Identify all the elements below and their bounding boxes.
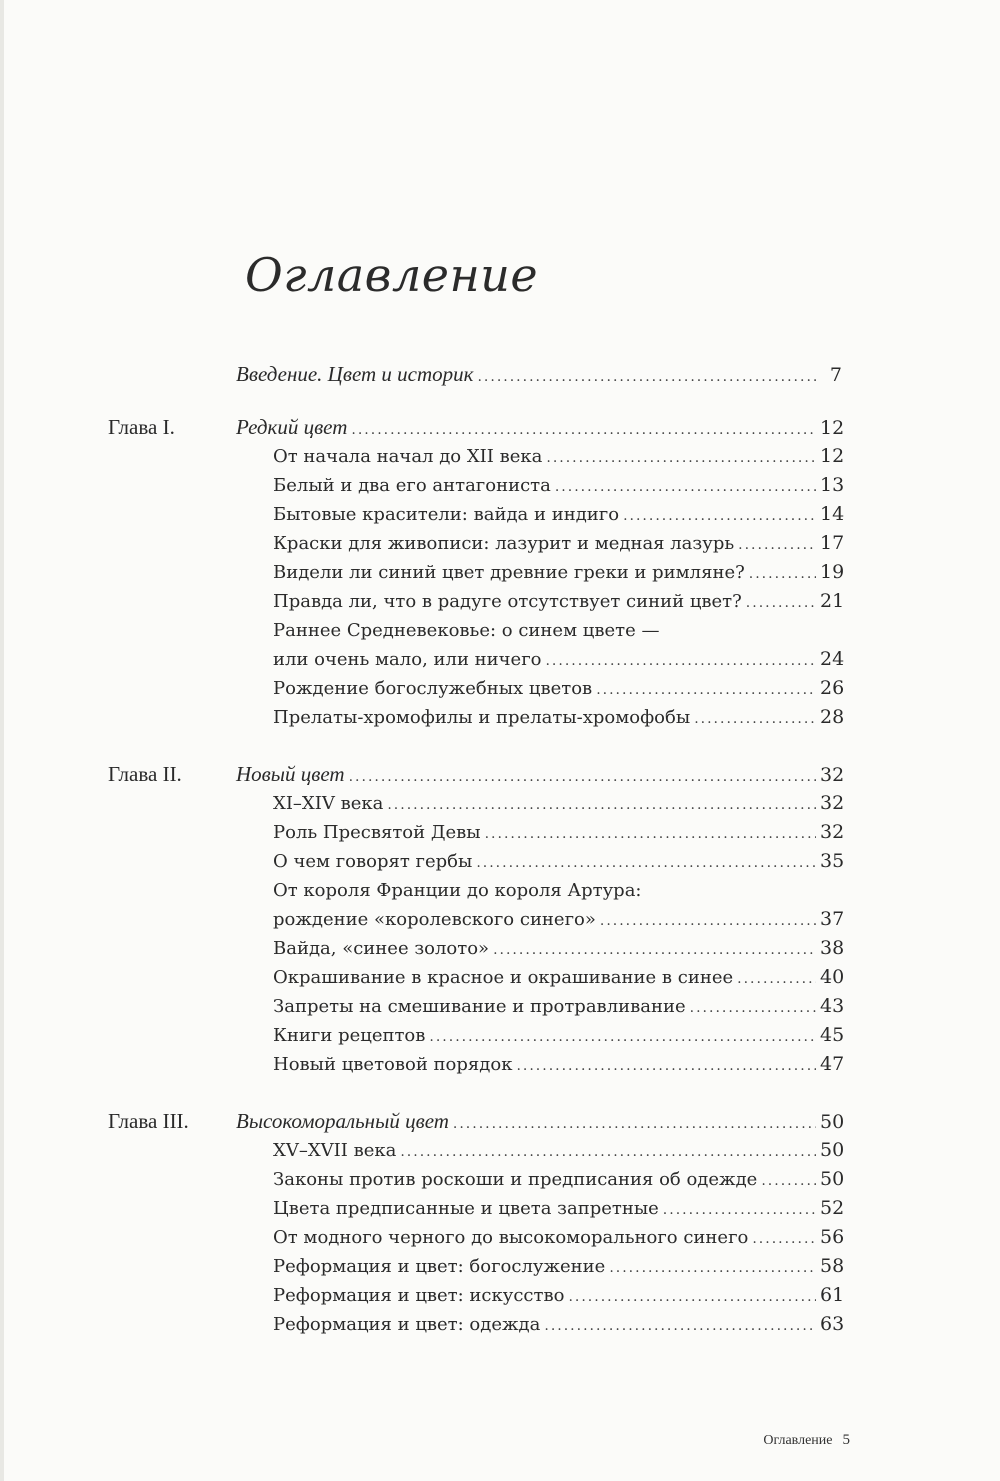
section-title: Реформация и цвет: богослужение bbox=[273, 1256, 606, 1277]
section-page: 19 bbox=[820, 561, 845, 583]
toc-entry-section[interactable] bbox=[273, 847, 845, 878]
section-title: Правда ли, что в радуге отсутствует синий цвет? bbox=[273, 591, 742, 612]
section-page: 61 bbox=[820, 1284, 845, 1306]
section-page: 24 bbox=[820, 648, 845, 670]
dot-leader bbox=[387, 791, 816, 820]
section-page: 40 bbox=[820, 966, 845, 988]
section-title: Реформация и цвет: искусство bbox=[273, 1285, 565, 1306]
toc-item-row bbox=[0, 789, 1000, 818]
chapter-label: Глава II. bbox=[108, 762, 182, 786]
toc-entry-section[interactable] bbox=[273, 645, 845, 676]
toc-item-row bbox=[0, 1223, 1000, 1252]
toc-entry-section[interactable] bbox=[273, 1136, 845, 1167]
toc-item-row bbox=[0, 645, 1000, 674]
table-of-contents bbox=[0, 360, 1000, 1367]
toc-item-row bbox=[0, 529, 1000, 558]
toc-entry-intro[interactable] bbox=[236, 360, 842, 392]
toc-entry-section[interactable] bbox=[273, 934, 845, 965]
toc-entry-section[interactable] bbox=[273, 471, 845, 502]
section-page: 35 bbox=[820, 850, 845, 872]
section-page: 13 bbox=[820, 474, 845, 496]
dot-leader bbox=[663, 1196, 816, 1225]
section-page: 63 bbox=[820, 1313, 845, 1335]
dot-leader bbox=[596, 676, 816, 705]
toc-chapter-row bbox=[0, 1107, 1000, 1136]
toc-item-row bbox=[0, 963, 1000, 992]
toc-entry-section[interactable] bbox=[273, 1050, 845, 1081]
dot-leader bbox=[493, 936, 816, 965]
toc-item-row bbox=[0, 674, 1000, 703]
toc-entry-section[interactable] bbox=[273, 1310, 845, 1341]
dot-leader bbox=[453, 1110, 816, 1139]
dot-leader bbox=[690, 994, 816, 1023]
toc-entry-section[interactable] bbox=[273, 674, 845, 705]
toc-entry-section-line1[interactable] bbox=[273, 616, 842, 645]
dot-leader bbox=[761, 1167, 816, 1196]
dot-leader bbox=[476, 849, 816, 878]
section-title: Цвета предписанные и цвета запретные bbox=[273, 1198, 659, 1219]
toc-item-row bbox=[0, 934, 1000, 963]
toc-chapter-2 bbox=[0, 760, 1000, 1079]
section-page: 32 bbox=[820, 821, 845, 843]
page-title: Оглавление bbox=[245, 248, 539, 302]
section-title: О чем говорят гербы bbox=[273, 851, 473, 872]
running-head: Оглавление bbox=[763, 1433, 833, 1448]
section-title: Запреты на смешивание и протравливание bbox=[273, 996, 686, 1017]
toc-entry-section[interactable] bbox=[273, 558, 845, 589]
section-page: 12 bbox=[820, 445, 845, 467]
section-title: Видели ли синий цвет древние греки и римляне? bbox=[273, 562, 745, 583]
toc-chapter-row bbox=[0, 760, 1000, 789]
dot-leader bbox=[568, 1283, 816, 1312]
toc-entry-chapter[interactable] bbox=[236, 760, 845, 792]
section-title-line1: От короля Франции до короля Артура: bbox=[273, 880, 642, 901]
toc-item-row bbox=[0, 703, 1000, 732]
section-page: 43 bbox=[820, 995, 845, 1017]
intro-title: Введение. Цвет и историк bbox=[236, 362, 474, 386]
section-title: XV–XVII века bbox=[273, 1140, 397, 1161]
toc-entry-section[interactable] bbox=[273, 703, 845, 734]
toc-entry-section[interactable] bbox=[273, 1281, 845, 1312]
toc-entry-section[interactable] bbox=[273, 789, 845, 820]
section-title: XI–XIV века bbox=[273, 793, 384, 814]
dot-leader bbox=[516, 1052, 816, 1081]
section-page: 21 bbox=[820, 590, 845, 612]
section-page: 58 bbox=[820, 1255, 845, 1277]
dot-leader bbox=[477, 363, 816, 392]
toc-entry-section[interactable] bbox=[273, 1223, 845, 1254]
section-page: 52 bbox=[820, 1197, 845, 1219]
section-page: 28 bbox=[820, 706, 845, 728]
chapter-page: 50 bbox=[820, 1111, 845, 1133]
section-title: Бытовые красители: вайда и индиго bbox=[273, 504, 620, 525]
page-number: 5 bbox=[842, 1432, 850, 1448]
section-page: 37 bbox=[820, 908, 845, 930]
section-page: 47 bbox=[820, 1053, 845, 1075]
toc-entry-section[interactable] bbox=[273, 1252, 845, 1283]
dot-leader bbox=[351, 416, 816, 445]
toc-chapter-row bbox=[0, 413, 1000, 442]
toc-item-row bbox=[0, 905, 1000, 934]
section-title: Роль Пресвятой Девы bbox=[273, 822, 481, 843]
toc-item-row bbox=[0, 471, 1000, 500]
dot-leader bbox=[752, 1225, 816, 1254]
section-title: Вайда, «синее золото» bbox=[273, 938, 490, 959]
dot-leader bbox=[400, 1138, 816, 1167]
section-page: 56 bbox=[820, 1226, 845, 1248]
section-page: 50 bbox=[820, 1139, 845, 1161]
toc-chapter-1 bbox=[0, 413, 1000, 732]
toc-item-row bbox=[0, 1165, 1000, 1194]
dot-leader bbox=[623, 502, 816, 531]
section-page: 32 bbox=[820, 792, 845, 814]
toc-chapter-3 bbox=[0, 1107, 1000, 1339]
section-title: Законы против роскоши и предписания об одежде bbox=[273, 1169, 758, 1190]
section-page: 50 bbox=[820, 1168, 845, 1190]
chapter-title: Новый цвет bbox=[236, 762, 345, 786]
section-title: или очень мало, или ничего bbox=[273, 649, 542, 670]
section-page: 26 bbox=[820, 677, 845, 699]
intro-page: 7 bbox=[829, 364, 842, 386]
toc-item-row bbox=[0, 1021, 1000, 1050]
section-title: Краски для живописи: лазурит и медная лазурь bbox=[273, 533, 735, 554]
section-title: От начала начал до XII века bbox=[273, 446, 543, 467]
toc-entry-chapter[interactable] bbox=[236, 413, 845, 445]
dot-leader bbox=[555, 473, 816, 502]
dot-leader bbox=[546, 444, 816, 473]
toc-item-row bbox=[0, 1050, 1000, 1079]
toc-row-intro bbox=[0, 360, 1000, 389]
toc-item-row bbox=[0, 1281, 1000, 1310]
toc-item-row bbox=[0, 1310, 1000, 1339]
chapter-label: Глава I. bbox=[108, 415, 175, 439]
chapter-title: Высокоморальный цвет bbox=[236, 1109, 449, 1133]
toc-item-row bbox=[0, 442, 1000, 471]
toc-entry-section[interactable] bbox=[273, 500, 845, 531]
dot-leader bbox=[429, 1023, 816, 1052]
toc-entry-section[interactable] bbox=[273, 1194, 845, 1225]
dot-leader bbox=[544, 1312, 816, 1341]
toc-entry-section-line1[interactable] bbox=[273, 876, 842, 905]
section-page: 45 bbox=[820, 1024, 845, 1046]
dot-leader bbox=[749, 560, 816, 589]
section-title: Белый и два его антагониста bbox=[273, 475, 551, 496]
section-title: Прелаты-хромофилы и прелаты-хромофобы bbox=[273, 707, 691, 728]
toc-intro bbox=[0, 360, 1000, 389]
toc-entry-section[interactable] bbox=[273, 992, 845, 1023]
section-title: Книги рецептов bbox=[273, 1025, 426, 1046]
dot-leader bbox=[694, 705, 816, 734]
toc-item-row bbox=[0, 992, 1000, 1021]
toc-item-row bbox=[0, 818, 1000, 847]
toc-entry-section[interactable] bbox=[273, 442, 845, 473]
toc-item-row bbox=[0, 1136, 1000, 1165]
section-title: рождение «королевского синего» bbox=[273, 909, 596, 930]
toc-entry-section[interactable] bbox=[273, 587, 845, 618]
page-footer bbox=[700, 1432, 850, 1449]
dot-leader bbox=[545, 647, 816, 676]
chapter-page: 12 bbox=[820, 417, 845, 439]
section-page: 14 bbox=[820, 503, 845, 525]
dot-leader bbox=[737, 965, 816, 994]
toc-item-row-line1 bbox=[0, 876, 1000, 905]
section-title: Рождение богослужебных цветов bbox=[273, 678, 593, 699]
section-title: Окрашивание в красное и окрашивание в синее bbox=[273, 967, 734, 988]
toc-entry-section[interactable] bbox=[273, 1021, 845, 1052]
dot-leader bbox=[738, 531, 816, 560]
toc-entry-section[interactable] bbox=[273, 963, 845, 994]
toc-item-row bbox=[0, 500, 1000, 529]
toc-item-row bbox=[0, 587, 1000, 616]
chapter-label: Глава III. bbox=[108, 1109, 189, 1133]
dot-leader bbox=[600, 907, 816, 936]
toc-entry-section[interactable] bbox=[273, 529, 845, 560]
section-page: 17 bbox=[820, 532, 845, 554]
toc-item-row-line1 bbox=[0, 616, 1000, 645]
toc-entry-section[interactable] bbox=[273, 818, 845, 849]
toc-item-row bbox=[0, 1194, 1000, 1223]
toc-item-row bbox=[0, 1252, 1000, 1281]
chapter-page: 32 bbox=[820, 764, 845, 786]
chapter-title: Редкий цвет bbox=[236, 415, 348, 439]
dot-leader bbox=[746, 589, 816, 618]
section-title: Новый цветовой порядок bbox=[273, 1054, 513, 1075]
toc-item-row bbox=[0, 558, 1000, 587]
toc-entry-chapter[interactable] bbox=[236, 1107, 845, 1139]
section-page: 38 bbox=[820, 937, 845, 959]
section-title-line1: Раннее Средневековье: о синем цвете — bbox=[273, 620, 660, 641]
dot-leader bbox=[609, 1254, 816, 1283]
section-title: Реформация и цвет: одежда bbox=[273, 1314, 541, 1335]
toc-item-row bbox=[0, 847, 1000, 876]
dot-leader bbox=[485, 820, 816, 849]
toc-entry-section[interactable] bbox=[273, 905, 845, 936]
dot-leader bbox=[349, 763, 816, 792]
section-title: От модного черного до высокоморального синего bbox=[273, 1227, 749, 1248]
toc-entry-section[interactable] bbox=[273, 1165, 845, 1196]
